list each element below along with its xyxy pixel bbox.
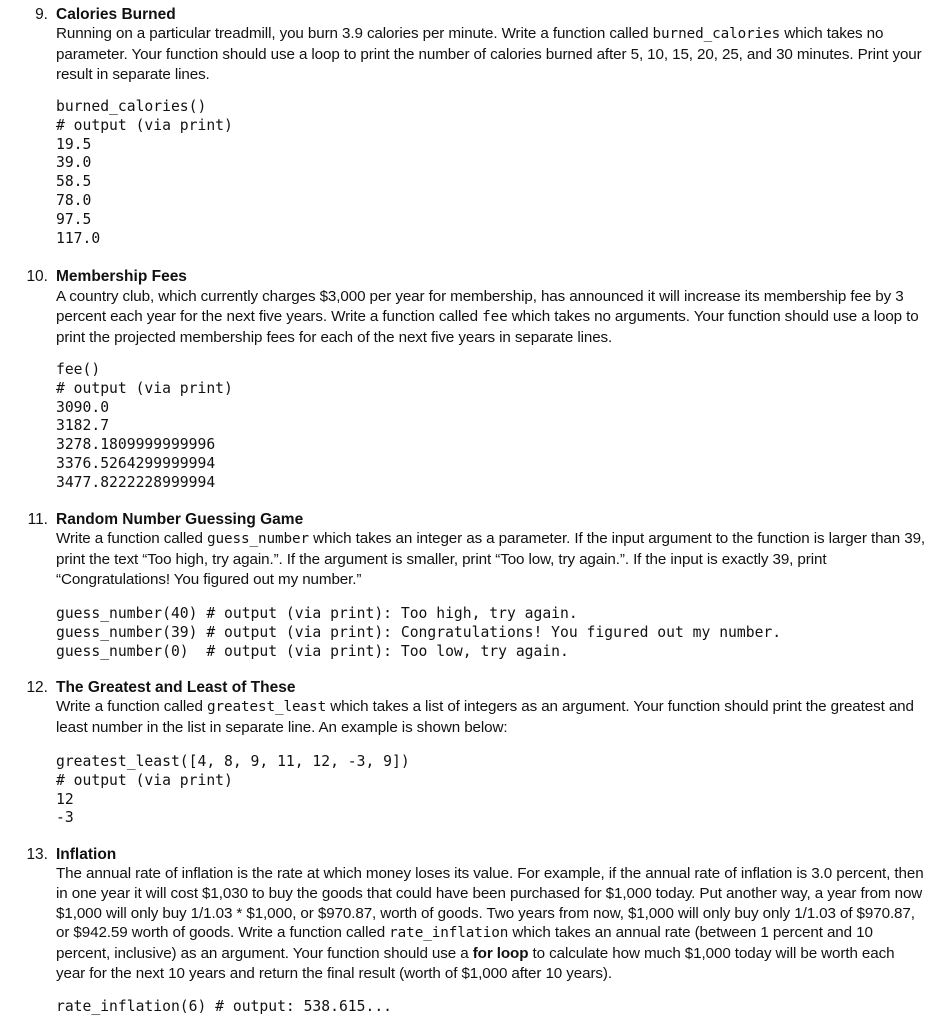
description-text: which takes an integer as a parameter. If the input argument to the function is larger than 39, print the text “Too high, try again.”. If the argument is smaller, print “Too low, try again.”. If the input is exactly 39, print “Congratulations! You figured out my number.” xyxy=(56,530,926,588)
problem-description xyxy=(56,864,926,984)
problem-description xyxy=(56,697,926,738)
code-line: guess_number(39) # output (via print): Congratulations! You figured out my number. xyxy=(56,623,782,641)
code-example xyxy=(56,998,392,1017)
problem-number: 11. xyxy=(27,511,48,528)
problem-title: Inflation xyxy=(56,846,117,863)
inline-code: rate_inflation xyxy=(389,925,509,942)
problem-number: 12. xyxy=(26,679,48,696)
code-line: # output (via print) xyxy=(56,379,233,397)
problem-title: Calories Burned xyxy=(56,6,176,23)
description-text: to calculate how much $1,000 today will be worth each year for the next 10 years and return the final result (worth of $1,000 after 10 years). xyxy=(56,945,895,982)
problem-title: Membership Fees xyxy=(56,268,187,285)
description-text: The annual rate of inflation is the rate at which money loses its value. For example, if the annual rate of inflation is 3.0 percent, then in one year it will cost $1,030 to buy the goods that could have been purchased for $1,000 today. Put another way, a year from now $1,000 will only buy 1/1.03 * $1,000, or $970.87, worth of goods. Two years from now, $1,000 will only buy only 1/1.03 of $970.87, or $942.59 worth of goods. Write a function called xyxy=(56,865,924,942)
code-line: 3278.1809999999996 xyxy=(56,436,216,454)
code-line: 78.0 xyxy=(56,191,92,209)
inline-code: burned_calories xyxy=(652,26,781,42)
problem-title: The Greatest and Least of These xyxy=(56,679,296,696)
inline-code: greatest_least xyxy=(206,699,327,715)
code-line: 117.0 xyxy=(56,229,101,247)
code-line: 19.5 xyxy=(56,135,92,153)
code-line: -3 xyxy=(56,809,74,827)
code-line: # output (via print) xyxy=(56,771,233,789)
description-text: Running on a particular treadmill, you burn 3.9 calories per minute. Write a function called xyxy=(56,25,653,42)
code-line: burned_calories() xyxy=(56,98,207,115)
problem-description xyxy=(56,287,926,347)
code-line: 12 xyxy=(56,790,74,808)
code-example xyxy=(56,753,410,828)
code-line: 3477.8222228999994 xyxy=(56,473,216,491)
code-line: 3090.0 xyxy=(56,398,110,416)
code-line: fee() xyxy=(56,361,101,378)
problem-description xyxy=(56,24,926,84)
code-line: guess_number(0) # output (via print): Too low, try again. xyxy=(56,642,569,660)
problem-number: 10. xyxy=(26,268,48,285)
code-line: 3376.5264299999994 xyxy=(56,454,216,472)
problem-description xyxy=(56,529,926,589)
code-line: 3182.7 xyxy=(56,417,110,435)
code-line: 97.5 xyxy=(56,210,92,228)
code-line: rate_inflation(6) # output: 538.615... xyxy=(56,998,393,1015)
problem-number: 9. xyxy=(35,6,48,23)
code-example xyxy=(56,98,233,248)
code-example xyxy=(56,605,781,661)
code-line: greatest_least([4, 8, 9, 11, 12, -3, 9]) xyxy=(56,753,410,770)
bold-text: for loop xyxy=(472,945,529,963)
inline-code: fee xyxy=(482,308,508,325)
code-line: # output (via print) xyxy=(56,116,233,134)
description-text: which takes no parameter. Your function should use a loop to print the number of calories burned after 5, 10, 15, 20, 25, and 30 minutes. Print your result in separate lines. xyxy=(56,25,922,83)
description-text: which takes a list of integers as an argument. Your function should print the greatest and least number in the list in separate line. An example is shown below: xyxy=(56,698,914,736)
description-text: which takes an annual rate (between 1 percent and 10 percent, inclusive) as an argument. Your function should use a xyxy=(56,924,873,963)
code-line: 58.5 xyxy=(56,173,92,191)
code-line: 39.0 xyxy=(56,154,92,172)
description-text: Write a function called xyxy=(56,698,207,715)
code-example xyxy=(56,361,233,493)
description-text: which takes no arguments. Your function should use a loop to print the projected membership fees for each of the next five years in separate lines. xyxy=(56,307,919,346)
code-line: guess_number(40) # output (via print): Too high, try again. xyxy=(56,605,578,622)
description-text: Write a function called xyxy=(56,530,207,547)
description-text: A country club, which currently charges $3,000 per year for membership, has announced it will increase its membership fee by 3 percent each year for the next five years. Write a function called xyxy=(56,288,904,325)
inline-code: guess_number xyxy=(206,531,310,547)
problem-title: Random Number Guessing Game xyxy=(56,511,304,528)
problem-number: 13. xyxy=(26,846,48,863)
